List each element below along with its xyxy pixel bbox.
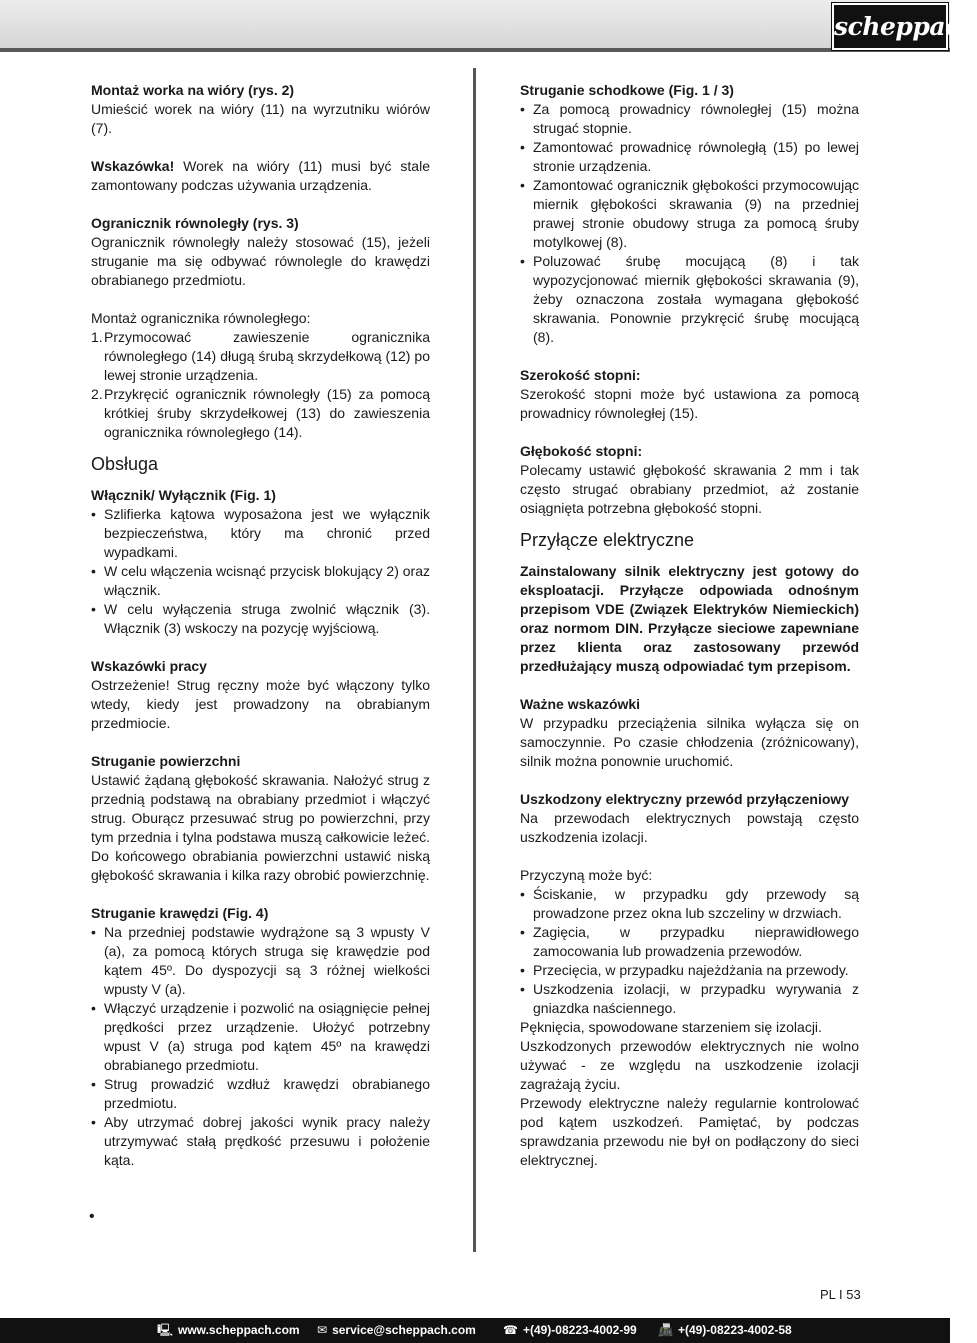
list-item: • Strug prowadzić wzdłuż krawędzi obrabianego przedmiotu. <box>91 1075 430 1113</box>
footer-fax: 📠 +(49)-08223-4002-58 <box>658 1318 792 1343</box>
list-item: • Za pomocą prowadnicy równoległej (15) można strugać stopnie. <box>520 100 859 138</box>
heading-step-planing: Struganie schodkowe (Fig. 1 / 3) <box>520 82 734 98</box>
section-title-operation: Obsługa <box>91 454 159 474</box>
paragraph-surface-planing: Ustawić żądaną głębokość skrawania. Nałożyć strug z przednią podstawą na obrabiany przedmiot i włączyć strug. Oburącz przesuwać strug po powierzchni, przy tym przednia i tylna podstawa muszą całkowicie leżeć. Do końcowego obrabiania powierzchni ustawić niską głębokość skrawania i kilka razy obrobić powierzchnię. <box>91 772 430 883</box>
computer-icon: 🖳 <box>157 1323 174 1337</box>
left-column <box>91 81 430 1170</box>
paragraph-parallel-guide: Ogranicznik równoległy należy stosować (15), jeżeli struganie ma się odbywać równolegle do krawędzi obrabianego przedmiotu. <box>91 234 430 288</box>
list-item: • Zagięcia, w przypadku nieprawidłowego zamocowania lub prowadzenia przewodów. <box>520 923 859 961</box>
heading-surface-planing: Struganie powierzchni <box>91 753 241 769</box>
list-item: 2. Przykręcić ogranicznik równoległy (15) za pomocą krótkiej śruby skrzydełkowej (13) do zawieszenia ogranicznika równoległego (14). <box>91 386 430 440</box>
right-column <box>520 81 859 1170</box>
heading-damaged-cable: Uszkodzony elektryczny przewód przyłączeniowy <box>520 791 850 807</box>
note-label: Wskazówka! <box>91 158 175 174</box>
header-rule <box>0 48 950 52</box>
header-bar <box>0 0 950 48</box>
paragraph-work-tips: Ostrzeżenie! Strug ręczny może być włączony tylko wtedy, kiedy jest prowadzony na obrabianym przedmiocie. <box>91 677 430 731</box>
list-item: • W celu włączenia wcisnąć przycisk blokujący 2) oraz włącznik. <box>91 562 430 600</box>
paragraph-inspection: Przewody elektryczne należy regularnie kontrolować pod kątem uszkodzeń. Pamiętać, by podczas sprawdzania przewodu nie był on podłączony do sieci elektrycznej. <box>520 1095 859 1168</box>
list-item: • Poluzować śrubę mocującą (8) i tak wypozycjonować miernik głębokości skrawania (9), żeby oznaczona została wymagana głębokość skrawania. Ponownie przykręcić śrubę mocującą (8). <box>520 252 859 347</box>
footer-web[interactable]: 🖳 www.scheppach.com <box>157 1318 300 1343</box>
brand-logo: scheppach <box>832 3 948 50</box>
heading-step-width: Szerokość stopni: <box>520 367 641 383</box>
list-item: • W celu wyłączenia struga zwolnić włącznik (3). Włącznik (3) wskoczy na pozycję wyjściową. <box>91 600 430 638</box>
list-item: • Na przedniej podstawie wydrążone są 3 wpusty V (a), za pomocą których struga się krawędzie pod kątem 45º. Do dyspozycji są 3 różnej wielkości wpusty V (a). <box>91 923 430 999</box>
paragraph-damaged-cable: Na przewodach elektrycznych powstają często uszkodzenia izolacji. <box>520 810 859 845</box>
heading-edge-planing: Struganie krawędzi (Fig. 4) <box>91 905 269 921</box>
bullet-list-switch <box>91 505 430 638</box>
column-divider <box>473 68 476 1252</box>
heading-important-notes: Ważne wskazówki <box>520 696 641 712</box>
heading-step-depth: Głębokość stopni: <box>520 443 643 459</box>
paragraph-step-width: Szerokość stopni może być ustawiona za pomocą prowadnicy równoległej (15). <box>520 386 859 421</box>
phone-icon: ☎ <box>503 1323 518 1337</box>
paragraph-danger: Uszkodzonych przewodów elektrycznych nie wolno używać - ze względu na uszkodzenie izolacji zagrażają życiu. <box>520 1038 859 1092</box>
list-item: • Zamontować ogranicznik głębokości przymocowując miernik głębokości skrawania (9) na przedniej prawej stronie obudowy struga za pomocą śruby motylkowej (8). <box>520 176 859 252</box>
heading-switch: Włącznik/ Wyłącznik (Fig. 1) <box>91 487 276 503</box>
empty-bullet: • <box>89 1208 95 1225</box>
heading-work-tips: Wskazówki pracy <box>91 658 207 674</box>
heading-chip-bag: Montaż worka na wióry (rys. 2) <box>91 82 295 98</box>
list-item: • Przecięcia, w przypadku najeżdżania na przewody. <box>520 961 859 980</box>
paragraph-step-depth: Polecamy ustawić głębokość skrawania 2 mm i tak często strugać obrabiany przedmiot, aż zostanie osiągnięta potrzebna głębokość stopni. <box>520 462 859 516</box>
paragraph-note <box>91 157 430 195</box>
paragraph-electrical-notice: Zainstalowany silnik elektryczny jest gotowy do eksploatacji. Przyłącze odpowiada odnośnym przepisom VDE (Związek Elektryków Niemieckich) oraz normom DIN. Przyłącze sieciowe zapewniane przez klienta oraz zastosowany przewód przedłużający muszą odpowiadać tym przepisom. <box>520 563 859 674</box>
bullet-list-step-planing <box>520 100 859 347</box>
note-text: Worek na wióry (11) musi być stale zamontowany podczas używania urządzenia. <box>91 158 430 193</box>
list-item: • Uszkodzenia izolacji, w przypadku wyrywania z gniazdka naściennego. <box>520 980 859 1018</box>
footer-email[interactable]: ✉ service@scheppach.com <box>317 1318 476 1343</box>
paragraph-guide-mounting-intro: Montaż ogranicznika równoległego: <box>91 310 311 326</box>
footer-bar <box>0 1318 950 1343</box>
mail-icon: ✉ <box>317 1323 328 1337</box>
list-item: • Aby utrzymać dobrej jakości wynik pracy należy utrzymywać stałą prędkość przesuwu i położenie kąta. <box>91 1113 430 1170</box>
list-item: 1. Przymocować zawieszenie ogranicznika równoległego (14) długą śrubą skrzydełkową (12) po lewej stronie urządzenia. <box>91 329 430 383</box>
list-item: • Zamontować prowadnicę równoległą (15) po lewej stronie urządzenia. <box>520 138 859 176</box>
list-item: • Ściskanie, w przypadku gdy przewody są prowadzone przez okna lub szczeliny w drzwiach. <box>520 885 859 923</box>
footer-phone[interactable]: ☎ +(49)-08223-4002-99 <box>503 1318 637 1343</box>
paragraph-chip-bag: Umieścić worek na wióry (11) na wyrzutniku wiórów (7). <box>91 101 430 136</box>
page-number: PL I 53 <box>820 1287 861 1302</box>
bullet-list-edge-planing <box>91 923 430 1170</box>
fax-icon: 📠 <box>658 1323 673 1337</box>
list-item: • Szlifierka kątowa wyposażona jest we wyłącznik bezpieczeństwa, który ma chronić przed wypadkami. <box>91 505 430 562</box>
numbered-list-guide-mounting <box>91 328 430 442</box>
paragraph-important-notes: W przypadku przeciążenia silnika wyłącza się on samoczynnie. Po czasie chłodzenia (zróżnicowany), silnik można ponownie uruchomić. <box>520 715 859 769</box>
section-title-electrical: Przyłącze elektryczne <box>520 530 695 550</box>
heading-parallel-guide: Ogranicznik równoległy (rys. 3) <box>91 215 299 231</box>
paragraph-causes-intro: Przyczyną może być: <box>520 867 653 883</box>
paragraph-cracks: Pęknięcia, spowodowane starzeniem się izolacji. <box>520 1019 822 1035</box>
list-item: • Włączyć urządzenie i pozwolić na osiągnięcie pełnej prędkości przez urządzenie. Ułożyć potrzebny wpust V (a) struga pod kątem 45º na krawędzi obrabianego przedmiotu. <box>91 999 430 1075</box>
bullet-list-causes <box>520 885 859 1018</box>
